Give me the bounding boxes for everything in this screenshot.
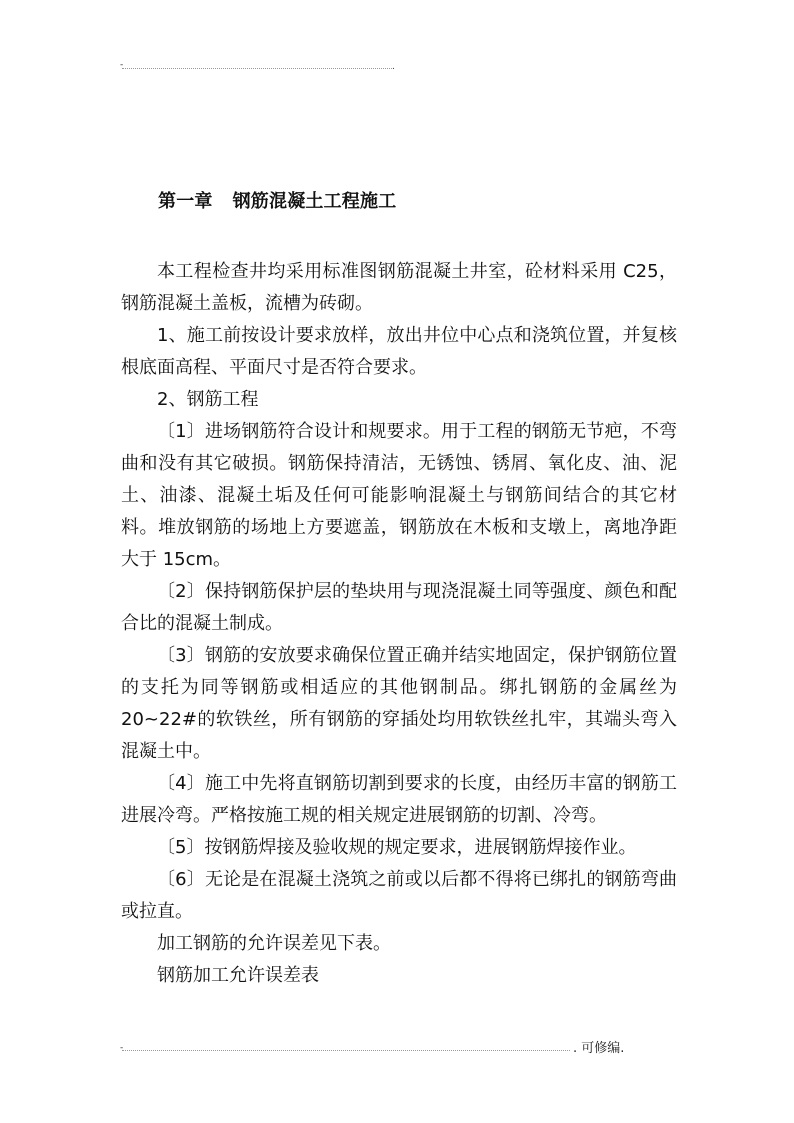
header-divider [122, 68, 392, 69]
paragraph-sub-6: 〔6〕无论是在混凝土浇筑之前或以后都不得将已绑扎的钢筋弯曲或拉直。 [121, 869, 677, 922]
paragraph-intro: 本工程检查井均采用标准图钢筋混凝土井室，砼材料采用 C25，钢筋混凝土盖板，流槽为砖砌。 [121, 261, 677, 314]
paragraph-item-1: 1、施工前按设计要求放样，放出井位中心点和浇筑位置，并复核根底面高程、平面尺寸是否符合要求。 [121, 325, 677, 378]
paragraph-sub-2: 〔2〕保持钢筋保护层的垫块用与现浇混凝土同等强度、颜色和配合比的混凝土制成。 [121, 581, 677, 634]
paragraph-table-title: 钢筋加工允许误差表 [157, 965, 319, 986]
footer-divider [122, 1050, 570, 1051]
header-left-mark: - [120, 60, 124, 70]
chapter-number: 第一章 [158, 191, 213, 212]
paragraph-item-2: 2、钢筋工程 [157, 389, 259, 410]
paragraph-sub-4: 〔4〕施工中先将直钢筋切割到要求的长度，由经历丰富的钢筋工进展冷弯。严格按施工规的相关规定进展钢筋的切割、冷弯。 [121, 773, 677, 826]
body-text [121, 256, 677, 992]
header-right-mark: . [392, 62, 395, 72]
footer-left-mark: - [120, 1043, 124, 1053]
footer-text: . 可修编. [573, 1041, 625, 1056]
paragraph-table-note: 加工钢筋的允许误差见下表。 [157, 933, 391, 954]
paragraph-sub-3: 〔3〕钢筋的安放要求确保位置正确并结实地固定，保护钢筋位置的支托为同等钢筋或相适应的其他钢制品。绑扎钢筋的金属丝为 20~22#的软铁丝，所有钢筋的穿插处均用软铁丝扎牢，其端头弯入混凝土中。 [121, 645, 677, 762]
paragraph-sub-1: 〔1〕进场钢筋符合设计和规要求。用于工程的钢筋无节疤，不弯曲和没有其它破损。钢筋保持清洁，无锈蚀、锈屑、氧化皮、油、泥土、油漆、混凝土垢及任何可能影响混凝土与钢筋间结合的其它材料。堆放钢筋的场地上方要遮盖，钢筋放在木板和支墩上，离地净距大于 15cm。 [121, 421, 677, 570]
chapter-heading [158, 190, 396, 214]
chapter-title: 钢筋混凝土工程施工 [232, 191, 397, 212]
paragraph-sub-5: 〔5〕按钢筋焊接及验收规的规定要求，进展钢筋焊接作业。 [157, 837, 637, 858]
